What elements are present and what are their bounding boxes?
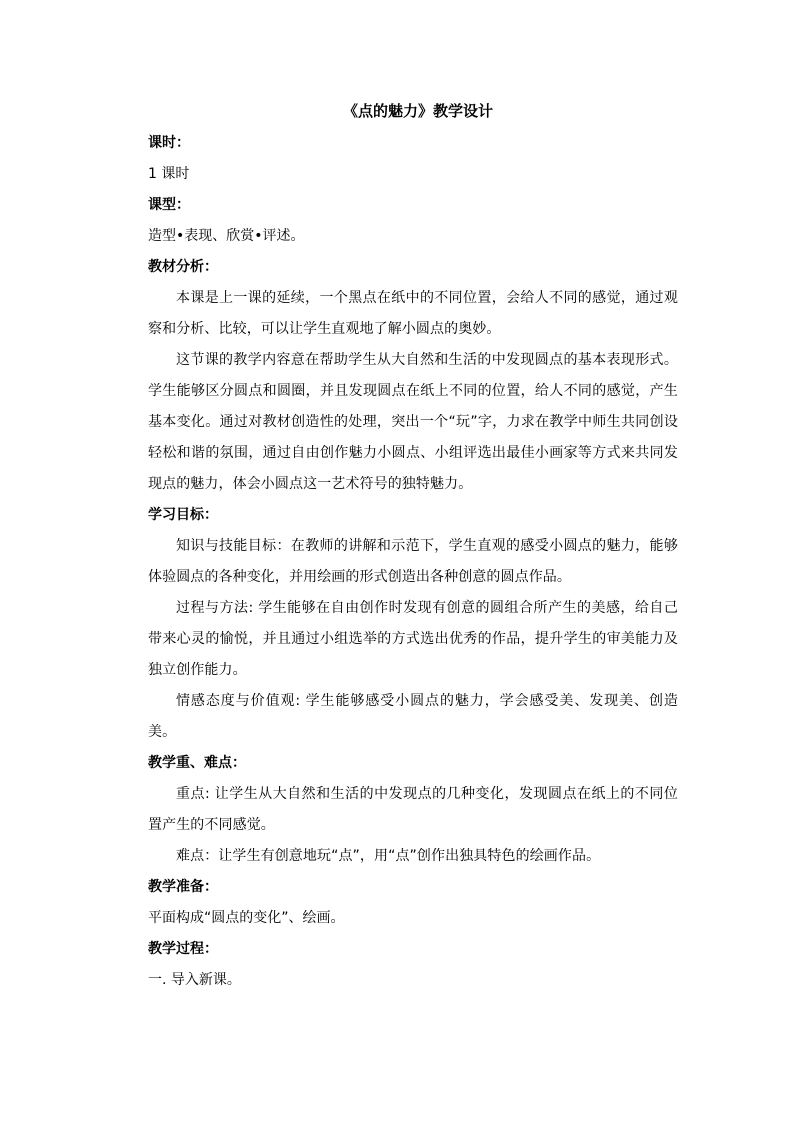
learning-goals-heading: 学习目标： xyxy=(148,507,218,523)
key-point-focus: 重点: 让学生从大自然和生活的中发现点的几种变化，发现圆点在纸上的不同位置产生的不同感觉。 xyxy=(148,786,678,833)
document-page xyxy=(148,92,678,996)
lesson-type-heading: 课型： xyxy=(148,197,190,213)
preparation-heading: 教学准备： xyxy=(148,879,218,895)
material-analysis-paragraph-1: 本课是上一课的延续，一个黑点在纸中的不同位置，会给人不同的感觉，通过观察和分析、比较，可以让学生直观地了解小圆点的奥妙。 xyxy=(148,290,678,337)
document-title: 《点的魅力》教学设计 xyxy=(342,102,493,120)
learning-goal-process: 过程与方法: 学生能够在自由创作时发现有创意的圆组合所产生的美感，给自己带来心灵的愉悦，并且通过小组选举的方式选出优秀的作品，提升学生的审美能力及独立创作能力。 xyxy=(148,600,678,678)
class-hours-text: 1 课时 xyxy=(148,166,190,182)
preparation-text: 平面构成“圆点的变化”、绘画。 xyxy=(148,910,345,926)
process-step-1: 一. 导入新课。 xyxy=(148,972,241,988)
class-hours-heading: 课时： xyxy=(148,135,190,151)
process-heading: 教学过程： xyxy=(148,941,218,957)
key-points-heading: 教学重、难点： xyxy=(148,755,246,771)
learning-goal-knowledge: 知识与技能目标：在教师的讲解和示范下，学生直观的感受小圆点的魅力，能够体验圆点的各种变化，并用绘画的形式创造出各种创意的圆点作品。 xyxy=(148,538,678,585)
learning-goal-emotion: 情感态度与价值观: 学生能够感受小圆点的魅力，学会感受美、发现美、创造美。 xyxy=(148,693,678,740)
material-analysis-heading: 教材分析： xyxy=(148,259,218,275)
material-analysis-paragraph-2: 这节课的教学内容意在帮助学生从大自然和生活的中发现圆点的基本表现形式。学生能够区分圆点和圆圈，并且发现圆点在纸上不同的位置，给人不同的感觉，产生基本变化。通过对教材创造性的处理，突出一个“玩”字，力求在教学中师生共同创设轻松和谐的氛围，通过自由创作魅力小圆点、小组评选出最佳小画家等方式来共同发现点的魅力，体会小圆点这一艺术符号的独特魅力。 xyxy=(148,352,678,492)
lesson-type-text: 造型•表现、欣赏•评述。 xyxy=(148,228,305,244)
key-point-difficulty: 难点：让学生有创意地玩“点”，用“点”创作出独具特色的绘画作品。 xyxy=(176,848,601,864)
